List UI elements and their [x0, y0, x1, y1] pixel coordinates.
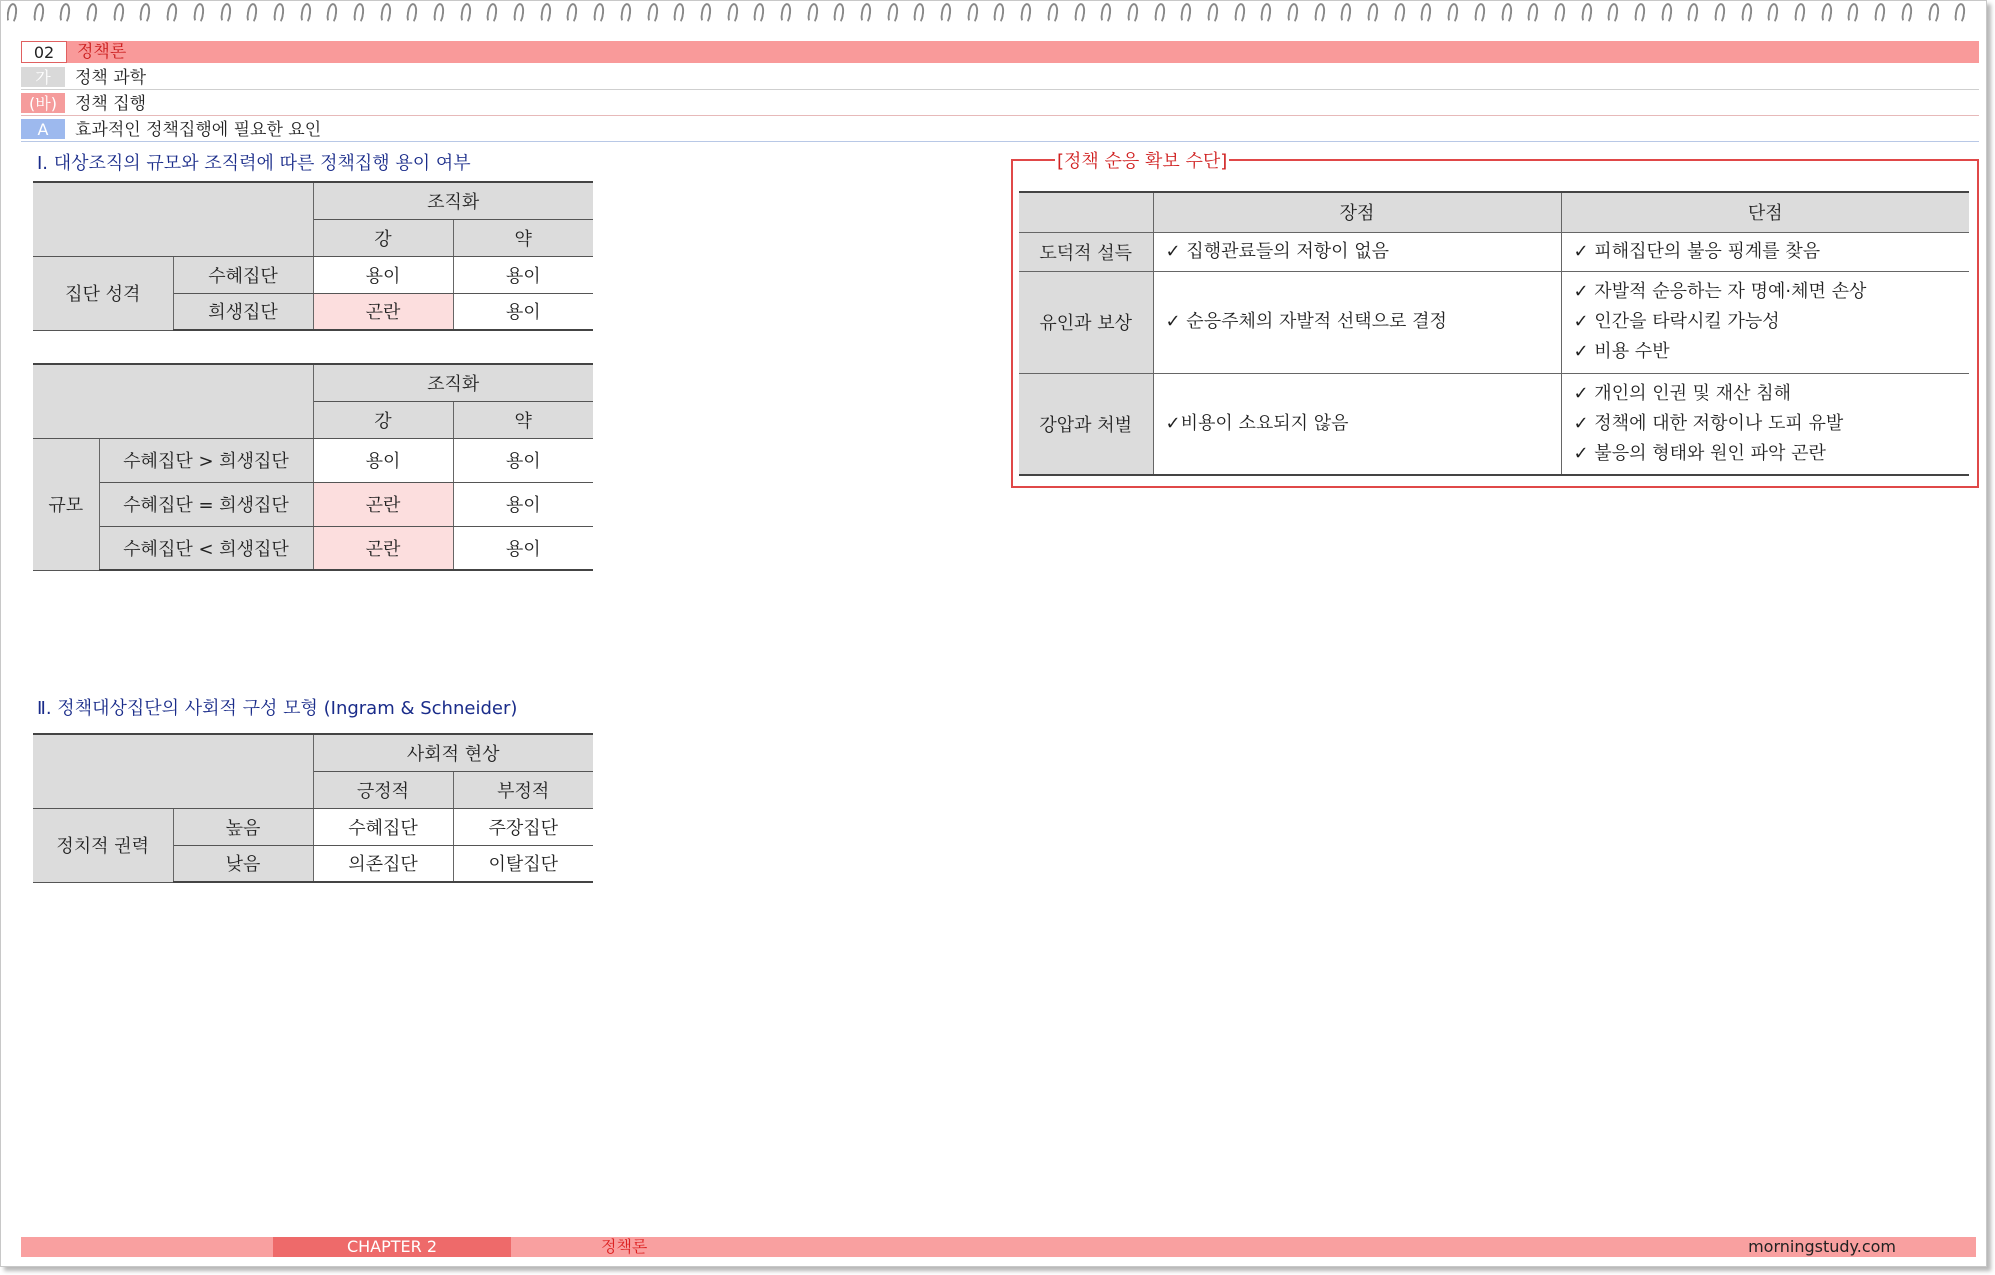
footer-site-link[interactable]: morningstudy.com — [1748, 1237, 1896, 1256]
spiral-ring — [566, 3, 579, 24]
spiral-ring — [1207, 3, 1220, 24]
spiral-ring — [1046, 3, 1059, 24]
spiral-ring — [1714, 3, 1727, 24]
spiral-ring — [1473, 3, 1486, 24]
col-group-header: 조직화 — [313, 182, 593, 219]
cons-item: ✓ 피해집단의 불응 핑계를 찾음 — [1573, 240, 1821, 262]
spiral-ring — [993, 3, 1006, 24]
row-group-header: 정치적 권력 — [33, 808, 173, 882]
section-badge: (바) — [21, 93, 65, 113]
spiral-ring — [966, 3, 979, 24]
pros-item: ✓ 집행관료들의 저항이 없음 — [1165, 240, 1390, 262]
cons-item: ✓ 정책에 대한 저항이나 도피 유발 — [1573, 412, 1844, 434]
spiral-ring — [353, 3, 366, 24]
row-label: 수혜집단 = 희생집단 — [99, 482, 313, 526]
subsection-title: 효과적인 정책집행에 필요한 요인 — [75, 120, 322, 140]
spiral-ring — [1287, 3, 1300, 24]
footer-bar — [21, 1237, 1976, 1257]
spiral-ring — [1393, 3, 1406, 24]
spiral-ring — [1580, 3, 1593, 24]
col-header-cons: 단점 — [1561, 192, 1969, 232]
spiral-ring — [1313, 3, 1326, 24]
spiral-ring — [753, 3, 766, 24]
spiral-ring — [1687, 3, 1700, 24]
section-title: 정책 집행 — [75, 94, 147, 114]
col-group-header: 조직화 — [313, 364, 593, 401]
spiral-ring — [1820, 3, 1833, 24]
spiral-ring — [1607, 3, 1620, 24]
spiral-ring — [1127, 3, 1140, 24]
chapter-title: 정책론 — [77, 42, 127, 62]
part-title: 정책 과학 — [75, 68, 147, 88]
spiral-ring — [593, 3, 606, 24]
spiral-ring — [833, 3, 846, 24]
spiral-ring — [619, 3, 632, 24]
table-cell: 주장집단 — [453, 808, 593, 845]
pros-cell — [1153, 271, 1561, 373]
spiral-ring — [1153, 3, 1166, 24]
col-header-strong: 강 — [313, 401, 453, 438]
spiral-ring — [112, 3, 125, 24]
spiral-ring — [780, 3, 793, 24]
spiral-ring — [246, 3, 259, 24]
spiral-ring — [1527, 3, 1540, 24]
social-construction-table — [33, 733, 593, 883]
spiral-ring — [940, 3, 953, 24]
row-group-header: 규모 — [33, 438, 99, 570]
spiral-ring — [299, 3, 312, 24]
part-bar — [21, 67, 1979, 90]
spiral-ring — [1767, 3, 1780, 24]
row-label: 수혜집단 > 희생집단 — [99, 438, 313, 482]
col-header-positive: 긍정적 — [313, 771, 453, 808]
spiral-binding — [7, 3, 1982, 29]
spiral-ring — [513, 3, 526, 24]
table-cell: 이탈집단 — [453, 845, 593, 882]
cons-cell — [1561, 373, 1969, 475]
spiral-ring — [379, 3, 392, 24]
spiral-ring — [459, 3, 472, 24]
spiral-ring — [273, 3, 286, 24]
chapter-number-badge: 02 — [21, 41, 67, 63]
table-cell: 용이 — [453, 526, 593, 570]
spiral-ring — [1420, 3, 1433, 24]
table-cell: 용이 — [313, 438, 453, 482]
spiral-ring — [433, 3, 446, 24]
spiral-ring — [1660, 3, 1673, 24]
spiral-ring — [192, 3, 205, 24]
spiral-ring — [1260, 3, 1273, 24]
pros-item: ✓ 순응주체의 자발적 선택으로 결정 — [1165, 311, 1447, 332]
subsection-bar — [21, 119, 1979, 142]
organization-table — [33, 181, 593, 331]
spiral-ring — [486, 3, 499, 24]
spiral-ring — [1020, 3, 1033, 24]
spiral-ring — [139, 3, 152, 24]
col-header-strong: 강 — [313, 219, 453, 256]
spiral-ring — [1954, 3, 1967, 24]
spiral-ring — [913, 3, 926, 24]
section2-heading: Ⅱ. 정책대상집단의 사회적 구성 모형 (Ingram & Schneider) — [37, 698, 518, 719]
cons-item: ✓ 자발적 순응하는 자 명예·체면 손상 — [1573, 281, 1867, 302]
corner-cell — [1019, 192, 1153, 232]
row-label: 수혜집단 — [173, 256, 313, 293]
row-label: 희생집단 — [173, 293, 313, 330]
row-label: 강압과 처벌 — [1019, 373, 1153, 475]
corner-cell — [33, 734, 313, 808]
spiral-ring — [1367, 3, 1380, 24]
table-cell: 의존집단 — [313, 845, 453, 882]
spiral-ring — [1634, 3, 1647, 24]
spiral-ring — [1554, 3, 1567, 24]
spiral-ring — [59, 3, 72, 24]
chapter-bar — [21, 41, 1979, 63]
col-header-pros: 장점 — [1153, 192, 1561, 232]
row-label: 도덕적 설득 — [1019, 232, 1153, 271]
spiral-ring — [1874, 3, 1887, 24]
spiral-ring — [860, 3, 873, 24]
section1-heading: Ⅰ. 대상조직의 규모와 조직력에 따른 정책집행 용이 여부 — [37, 153, 471, 174]
compliance-table — [1019, 191, 1969, 476]
cons-item: ✓ 인간을 타락시킬 가능성 — [1573, 311, 1780, 332]
corner-cell — [33, 182, 313, 256]
row-label: 높음 — [173, 808, 313, 845]
corner-cell — [33, 364, 313, 438]
spiral-ring — [1180, 3, 1193, 24]
spiral-ring — [1447, 3, 1460, 24]
spiral-ring — [1847, 3, 1860, 24]
spiral-ring — [166, 3, 179, 24]
spiral-ring — [1100, 3, 1113, 24]
spiral-ring — [32, 3, 45, 24]
compliance-box-title: [정책 순응 확보 수단] — [1055, 147, 1229, 173]
compliance-box — [1011, 151, 1979, 488]
cons-cell — [1561, 232, 1969, 271]
spiral-ring — [806, 3, 819, 24]
part-badge: 가 — [21, 67, 65, 87]
section-bar — [21, 93, 1979, 116]
spiral-ring — [86, 3, 99, 24]
table-cell: 용이 — [453, 482, 593, 526]
row-label: 유인과 보상 — [1019, 271, 1153, 373]
spiral-ring — [326, 3, 339, 24]
pros-cell — [1153, 232, 1561, 271]
spiral-ring — [1340, 3, 1353, 24]
spiral-ring — [1073, 3, 1086, 24]
row-label: 낮음 — [173, 845, 313, 882]
col-header-weak: 약 — [453, 219, 593, 256]
col-group-header: 사회적 현상 — [313, 734, 593, 771]
spiral-ring — [1794, 3, 1807, 24]
row-group-header: 집단 성격 — [33, 256, 173, 330]
spiral-ring — [700, 3, 713, 24]
table-cell-highlight: 곤란 — [313, 526, 453, 570]
cons-cell — [1561, 271, 1969, 373]
spiral-ring — [726, 3, 739, 24]
subsection-badge: A — [21, 119, 65, 139]
cons-item: ✓ 개인의 인권 및 재산 침해 — [1573, 382, 1792, 404]
table-cell: 수혜집단 — [313, 808, 453, 845]
spiral-ring — [673, 3, 686, 24]
footer-chapter: CHAPTER 2 — [273, 1237, 511, 1257]
table-cell: 용이 — [313, 256, 453, 293]
table-cell-highlight: 곤란 — [313, 482, 453, 526]
col-header-weak: 약 — [453, 401, 593, 438]
cons-item: ✓ 불응의 형태와 원인 파악 곤란 — [1573, 442, 1826, 464]
table-cell: 용이 — [453, 438, 593, 482]
spiral-ring — [1900, 3, 1913, 24]
pros-item: ✓비용이 소요되지 않음 — [1165, 412, 1349, 434]
cons-item: ✓ 비용 수반 — [1573, 341, 1670, 362]
spiral-ring — [1927, 3, 1940, 24]
spiral-ring — [406, 3, 419, 24]
footer-title: 정책론 — [601, 1237, 648, 1256]
spiral-ring — [646, 3, 659, 24]
table-cell: 용이 — [453, 256, 593, 293]
spiral-ring — [219, 3, 232, 24]
spiral-ring — [1500, 3, 1513, 24]
col-header-negative: 부정적 — [453, 771, 593, 808]
table-cell-highlight: 곤란 — [313, 293, 453, 330]
spiral-ring — [886, 3, 899, 24]
spiral-ring — [1233, 3, 1246, 24]
spiral-ring — [7, 3, 18, 24]
spiral-ring — [539, 3, 552, 24]
scale-table — [33, 363, 593, 571]
table-cell: 용이 — [453, 293, 593, 330]
spiral-ring — [1740, 3, 1753, 24]
row-label: 수혜집단 < 희생집단 — [99, 526, 313, 570]
pros-cell — [1153, 373, 1561, 475]
